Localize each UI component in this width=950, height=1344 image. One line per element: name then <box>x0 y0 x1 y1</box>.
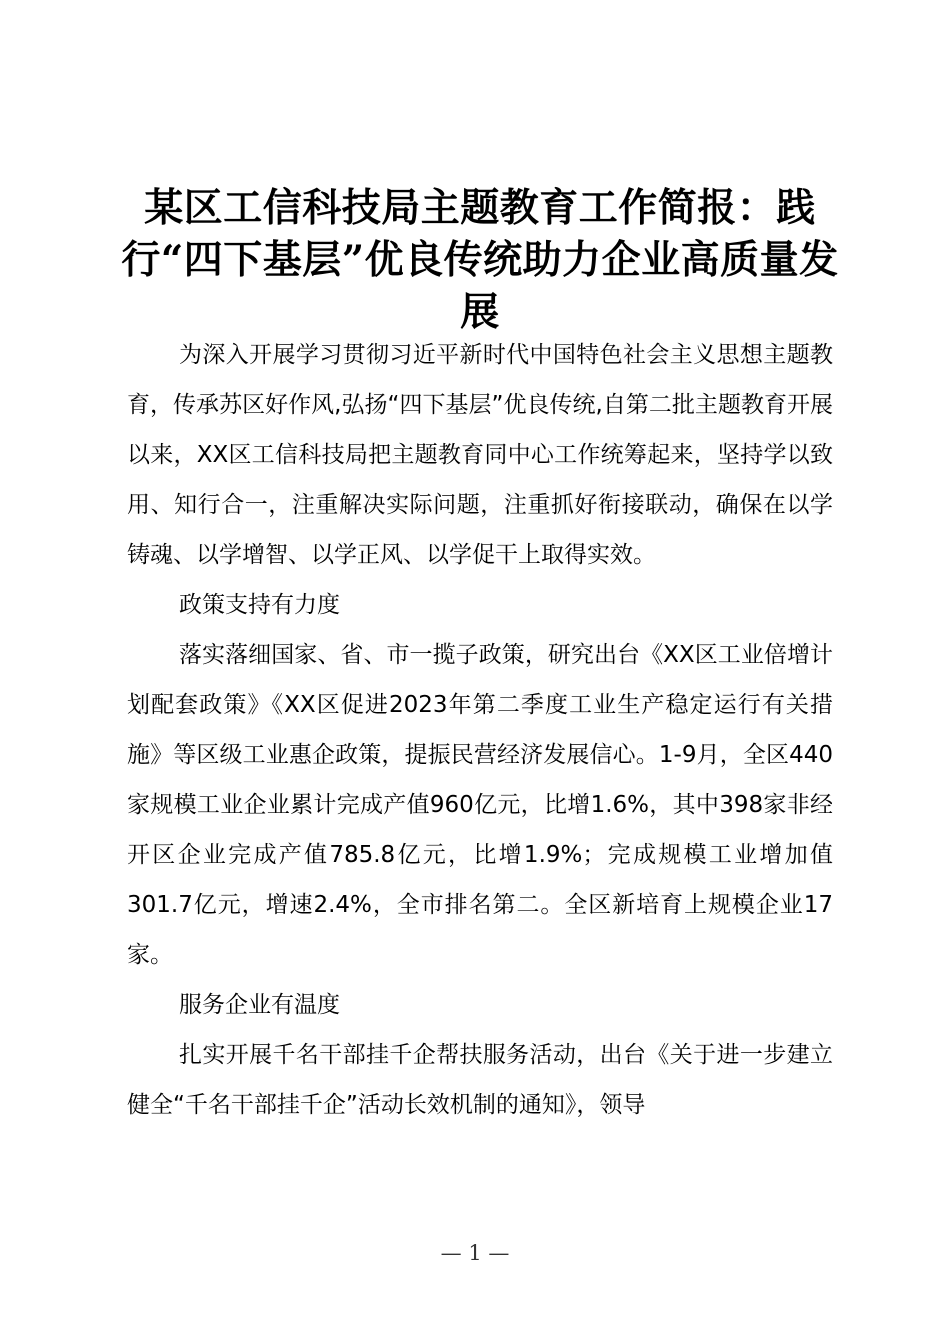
section-heading-policy: 政策支持有力度 <box>179 592 340 618</box>
document-body <box>127 330 833 1130</box>
intro-paragraph: 为深入开展学习贯彻习近平新时代中国特色社会主义思想主题教育，传承苏区好作风,弘扬“四下基层”优良传统,自第二批主题教育开展以来，XX区工信科技局把主题教育同中心工作统筹起来，坚持学以致用、知行合一，注重解决实际问题，注重抓好衔接联动，确保在以学铸魂、以学增智、以学正风、以学促干上取得实效。 <box>127 342 833 568</box>
document-title: 某区工信科技局主题教育工作简报：践行“四下基层”优良传统助力企业高质量发展 <box>121 185 839 335</box>
service-paragraph: 扎实开展千名干部挂千企帮扶服务活动，出台《关于进一步建立健全“千名干部挂千企”活动长效机制的通知》，领导 <box>127 1042 833 1118</box>
page-number: — 1 — <box>440 1241 510 1265</box>
policy-paragraph: 落实落细国家、省、市一揽子政策，研究出台《XX区工业倍增计划配套政策》《XX区促进2023年第二季度工业生产稳定运行有关措施》等区级工业惠企政策，提振民营经济发展信心。1-9月，全区440家规模工业企业累计完成产值960亿元，比增1.6%，其中398家非经开区企业完成产值785.8亿元，比增1.9%；完成规模工业增加值301.7亿元，增速2.4%，全市排名第二。全区新培育上规模企业17家。 <box>127 642 833 968</box>
section-heading-service: 服务企业有温度 <box>179 992 340 1018</box>
